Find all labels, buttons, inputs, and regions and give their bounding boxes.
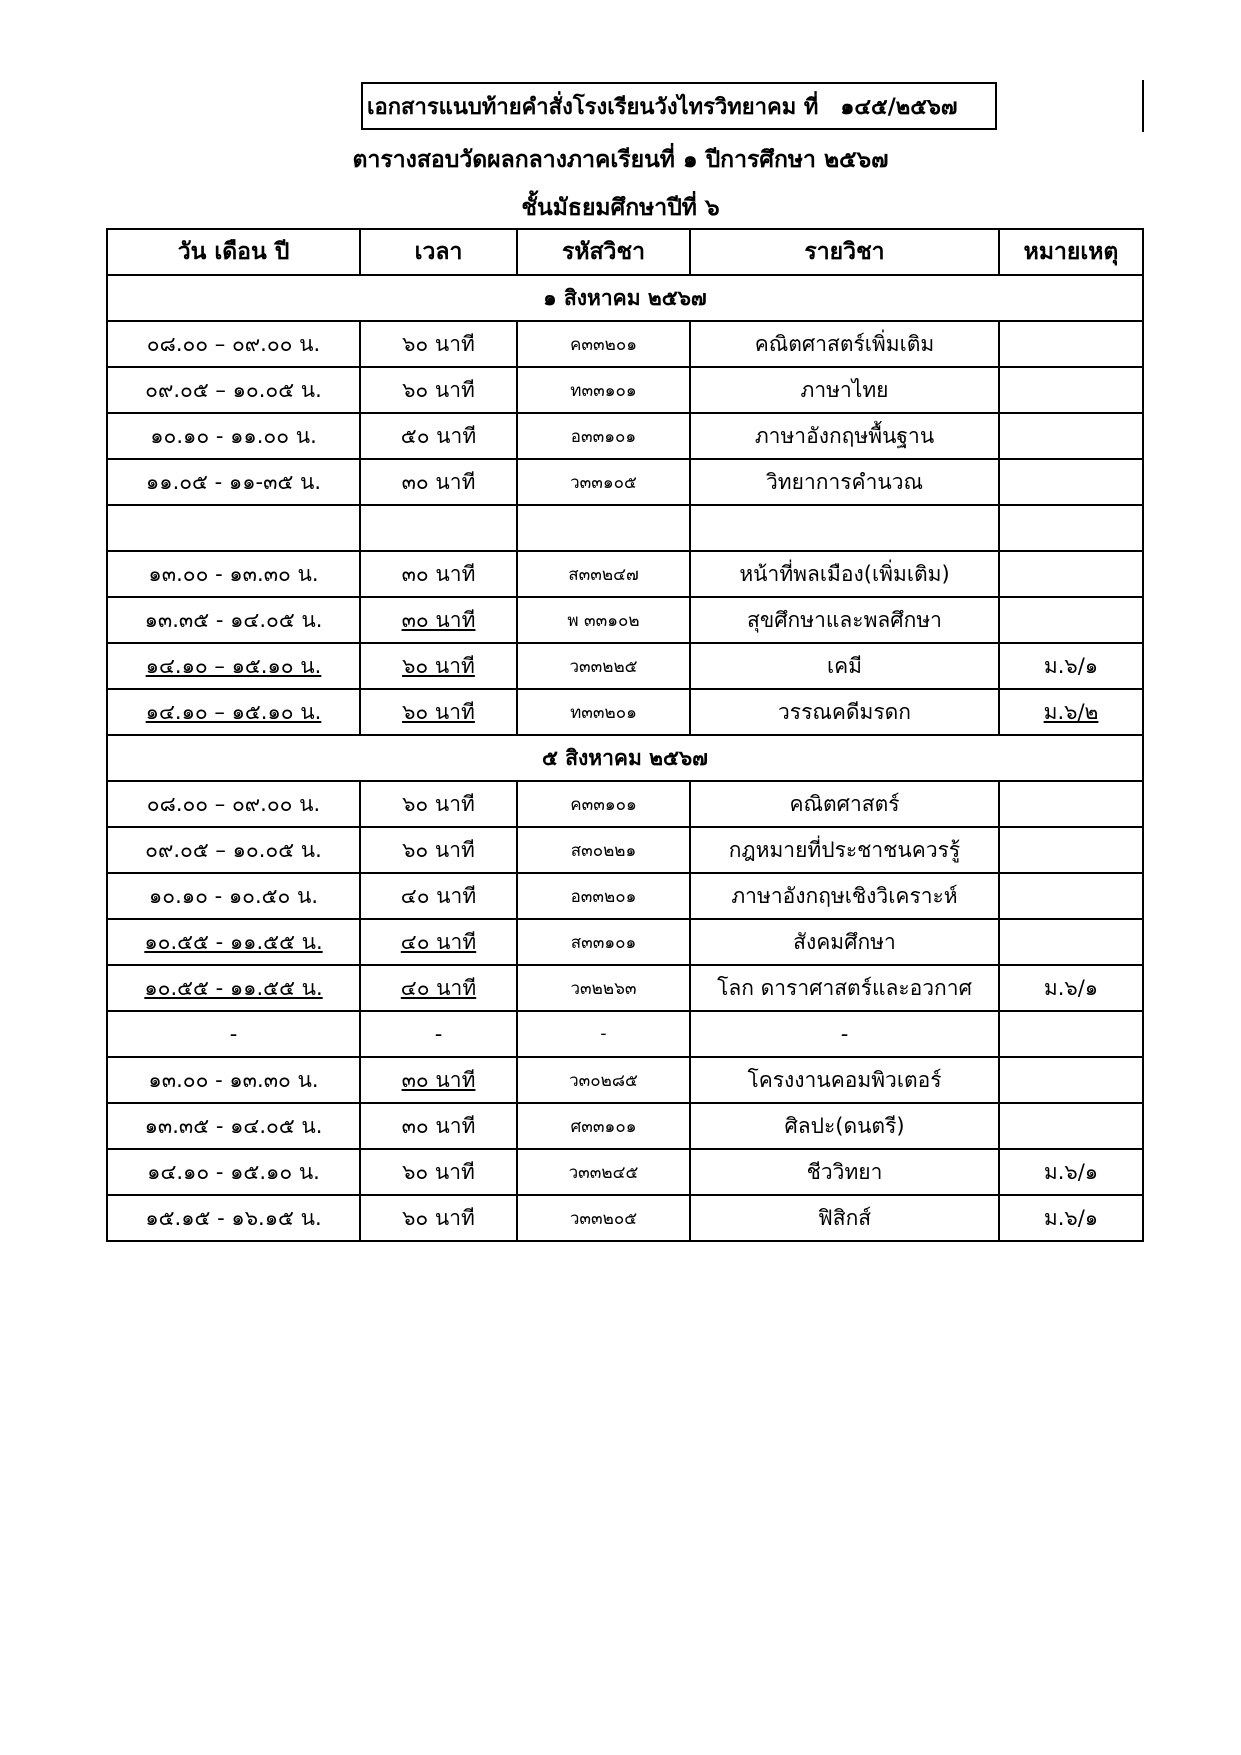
cell-time: ๑๔.๑๐ – ๑๕.๑๐ น. (107, 689, 360, 735)
cell-code: ส๓๓๒๔๗ (517, 551, 690, 597)
cell-duration: ๖๐ นาที (360, 781, 517, 827)
cell-duration: ๖๐ นาที (360, 643, 517, 689)
cell-subject: วรรณคดีมรดก (690, 689, 999, 735)
table-row (107, 643, 1143, 689)
table-row (107, 781, 1143, 827)
column-header-note: หมายเหตุ (999, 229, 1143, 275)
document-subtitle: ชั้นมัธยมศึกษาปีที่ ๖ (521, 195, 720, 221)
table-row (107, 1057, 1143, 1103)
cell-time: ๐๙.๐๕ – ๑๐.๐๕ น. (107, 367, 360, 413)
cell-time: - (107, 1011, 360, 1057)
cell-code: ค๓๓๒๐๑ (517, 321, 690, 367)
table-row (107, 1149, 1143, 1195)
table-row (107, 459, 1143, 505)
cell-duration: ๖๐ นาที (360, 367, 517, 413)
cell-code: อ๓๓๒๐๑ (517, 873, 690, 919)
reference-text: เอกสารแนบท้ายคำสั่งโรงเรียนวังไทรวิทยาคม ที่ (367, 94, 819, 120)
cell-subject: เคมี (690, 643, 999, 689)
table-row (107, 367, 1143, 413)
cell-duration: ๓๐ นาที (360, 551, 517, 597)
cell-duration: - (360, 1011, 517, 1057)
cell-subject: ฟิสิกส์ (690, 1195, 999, 1241)
table-row (107, 597, 1143, 643)
cell-code (517, 505, 690, 551)
cell-time: ๑๓.๐๐ - ๑๓.๓๐ น. (107, 1057, 360, 1103)
cell-time: ๑๔.๑๐ - ๑๕.๑๐ น. (107, 1149, 360, 1195)
cell-code: พ ๓๓๑๐๒ (517, 597, 690, 643)
cell-time: ๑๓.๐๐ - ๑๓.๓๐ น. (107, 551, 360, 597)
cell-duration: ๖๐ นาที (360, 1149, 517, 1195)
column-header-code: รหัสวิชา (517, 229, 690, 275)
cell-note (999, 367, 1143, 413)
cell-note (999, 413, 1143, 459)
cell-subject: ภาษาไทย (690, 367, 999, 413)
date-label: ๕ สิงหาคม ๒๕๖๗ (107, 735, 1143, 781)
cell-time (107, 505, 360, 551)
cell-code: ศ๓๓๑๐๑ (517, 1103, 690, 1149)
table-row (107, 1011, 1143, 1057)
cell-code: ว๓๐๒๘๕ (517, 1057, 690, 1103)
cell-subject: คณิตศาสตร์ (690, 781, 999, 827)
cell-note (999, 873, 1143, 919)
column-header-time: เวลา (360, 229, 517, 275)
table-row (107, 1103, 1143, 1149)
cell-subject: วิทยาการคำนวณ (690, 459, 999, 505)
cell-subject: ชีววิทยา (690, 1149, 999, 1195)
cell-subject: ภาษาอังกฤษเชิงวิเคราะห์ (690, 873, 999, 919)
edge-line (1142, 80, 1144, 132)
cell-code: ท๓๓๑๐๑ (517, 367, 690, 413)
cell-code: ว๓๒๒๖๓ (517, 965, 690, 1011)
cell-time: ๑๔.๑๐ – ๑๕.๑๐ น. (107, 643, 360, 689)
cell-note (999, 781, 1143, 827)
cell-duration: ๖๐ นาที (360, 689, 517, 735)
cell-time: ๑๓.๓๕ - ๑๔.๐๕ น. (107, 1103, 360, 1149)
date-row (107, 735, 1143, 781)
cell-subject (690, 505, 999, 551)
cell-note (999, 827, 1143, 873)
cell-duration: ๔๐ นาที (360, 919, 517, 965)
cell-duration: ๓๐ นาที (360, 1103, 517, 1149)
cell-duration: ๓๐ นาที (360, 597, 517, 643)
date-label: ๑ สิงหาคม ๒๕๖๗ (107, 275, 1143, 321)
reference-box (361, 82, 997, 130)
cell-note: ม.๖/๑ (999, 965, 1143, 1011)
cell-time: ๑๐.๕๕ - ๑๑.๕๕ น. (107, 919, 360, 965)
reference-number: ๑๔๕/๒๕๖๗ (840, 94, 958, 120)
cell-duration: ๕๐ นาที (360, 413, 517, 459)
table-body (107, 275, 1143, 1241)
cell-note (999, 321, 1143, 367)
cell-time: ๑๐.๑๐ - ๑๐.๕๐ น. (107, 873, 360, 919)
cell-subject: สังคมศึกษา (690, 919, 999, 965)
cell-subject: สุขศึกษาและพลศึกษา (690, 597, 999, 643)
table-row (107, 827, 1143, 873)
cell-code: ว๓๓๑๐๕ (517, 459, 690, 505)
cell-note (999, 459, 1143, 505)
table-row (107, 505, 1143, 551)
cell-duration (360, 505, 517, 551)
cell-code: ค๓๓๑๐๑ (517, 781, 690, 827)
cell-duration: ๔๐ นาที (360, 965, 517, 1011)
cell-subject: หน้าที่พลเมือง(เพิ่มเติม) (690, 551, 999, 597)
cell-note: ม.๖/๑ (999, 643, 1143, 689)
cell-note (999, 1011, 1143, 1057)
cell-time: ๑๓.๓๕ - ๑๔.๐๕ น. (107, 597, 360, 643)
exam-schedule-table (106, 228, 1144, 1242)
cell-time: ๑๑.๐๕ - ๑๑-๓๕ น. (107, 459, 360, 505)
cell-subject: ภาษาอังกฤษพื้นฐาน (690, 413, 999, 459)
cell-subject: คณิตศาสตร์เพิ่มเติม (690, 321, 999, 367)
cell-code: ส๓๐๒๒๑ (517, 827, 690, 873)
cell-code: - (517, 1011, 690, 1057)
date-row (107, 275, 1143, 321)
cell-code: ท๓๓๒๐๑ (517, 689, 690, 735)
cell-note (999, 597, 1143, 643)
cell-subject: - (690, 1011, 999, 1057)
table-header-row (107, 229, 1143, 275)
cell-time: ๑๕.๑๕ - ๑๖.๑๕ น. (107, 1195, 360, 1241)
cell-note: ม.๖/๒ (999, 689, 1143, 735)
cell-code: ส๓๓๑๐๑ (517, 919, 690, 965)
cell-code: ว๓๓๒๒๕ (517, 643, 690, 689)
cell-subject: โครงงานคอมพิวเตอร์ (690, 1057, 999, 1103)
document-title: ตารางสอบวัดผลกลางภาคเรียนที่ ๑ ปีการศึกษา ๒๕๖๗ (352, 147, 889, 173)
table-row (107, 919, 1143, 965)
cell-code: อ๓๓๑๐๑ (517, 413, 690, 459)
table-row (107, 1195, 1143, 1241)
cell-note: ม.๖/๑ (999, 1149, 1143, 1195)
cell-duration: ๖๐ นาที (360, 321, 517, 367)
cell-note: ม.๖/๑ (999, 1195, 1143, 1241)
cell-time: ๐๙.๐๕ – ๑๐.๐๕ น. (107, 827, 360, 873)
table-row (107, 873, 1143, 919)
cell-duration: ๓๐ นาที (360, 459, 517, 505)
cell-time: ๑๐.๕๕ - ๑๑.๕๕ น. (107, 965, 360, 1011)
cell-time: ๑๐.๑๐ - ๑๑.๐๐ น. (107, 413, 360, 459)
table-row (107, 965, 1143, 1011)
cell-time: ๐๘.๐๐ – ๐๙.๐๐ น. (107, 781, 360, 827)
cell-note (999, 551, 1143, 597)
cell-subject: กฎหมายที่ประชาชนควรรู้ (690, 827, 999, 873)
cell-code: ว๓๓๒๐๕ (517, 1195, 690, 1241)
table-row (107, 413, 1143, 459)
cell-note (999, 1057, 1143, 1103)
cell-note (999, 1103, 1143, 1149)
cell-note (999, 919, 1143, 965)
column-header-subject: รายวิชา (690, 229, 999, 275)
table-row (107, 551, 1143, 597)
cell-duration: ๖๐ นาที (360, 1195, 517, 1241)
cell-duration: ๓๐ นาที (360, 1057, 517, 1103)
cell-time: ๐๘.๐๐ – ๐๙.๐๐ น. (107, 321, 360, 367)
cell-subject: โลก ดาราศาสตร์และอวกาศ (690, 965, 999, 1011)
cell-note (999, 505, 1143, 551)
cell-duration: ๖๐ นาที (360, 827, 517, 873)
cell-code: ว๓๓๒๔๕ (517, 1149, 690, 1195)
table-row (107, 321, 1143, 367)
table-row (107, 689, 1143, 735)
cell-subject: ศิลปะ(ดนตรี) (690, 1103, 999, 1149)
cell-duration: ๔๐ นาที (360, 873, 517, 919)
column-header-date: วัน เดือน ปี (107, 229, 360, 275)
